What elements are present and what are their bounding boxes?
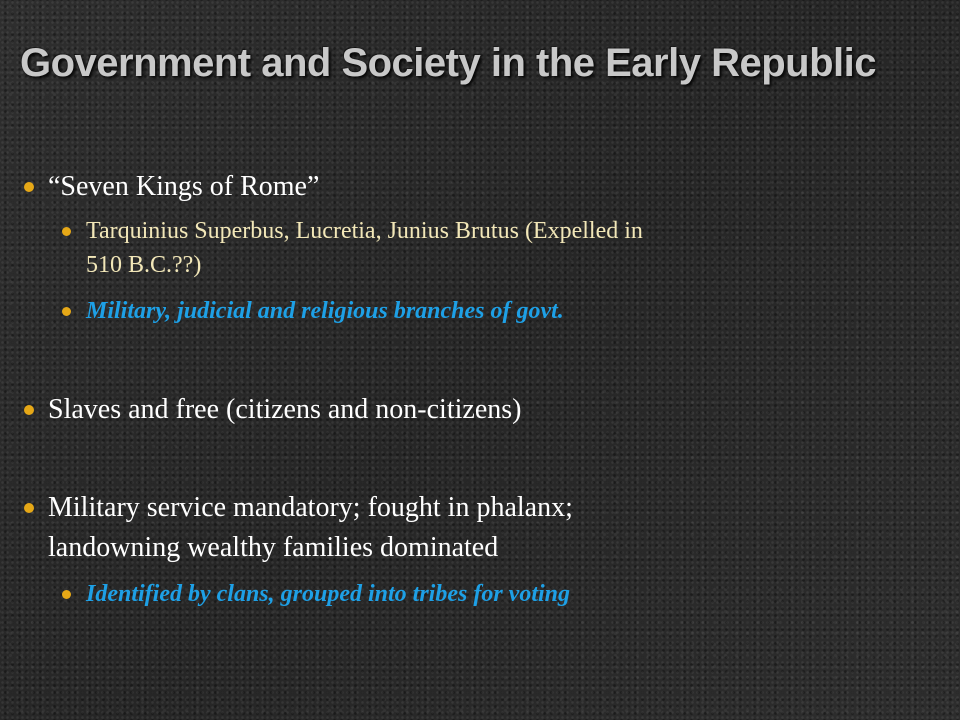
sub-bullet-tarquinius-line1: Tarquinius Superbus, Lucretia, Junius Brutus (Expelled in [86, 218, 643, 244]
bullet-military-line2: landowning wealthy families dominated [48, 532, 499, 563]
bullet-dot [24, 503, 34, 513]
slide-title: Government and Society in the Early Republic [20, 41, 876, 85]
bullet-dot [24, 405, 34, 415]
sub-bullet-branches: Military, judicial and religious branches of govt. [86, 298, 564, 324]
bullet-military-line1: Military service mandatory; fought in phalanx; [48, 492, 573, 523]
bullet-slaves-free: Slaves and free (citizens and non-citizens) [48, 394, 522, 425]
sub-bullet-dot [62, 227, 71, 236]
sub-bullet-clans: Identified by clans, grouped into tribes for voting [86, 581, 571, 607]
bullet-dot [24, 182, 34, 192]
sub-bullet-dot [62, 590, 71, 599]
sub-bullet-dot [62, 307, 71, 316]
sub-bullet-tarquinius-line2: 510 B.C.??) [86, 252, 202, 278]
bullet-seven-kings: “Seven Kings of Rome” [48, 171, 320, 202]
